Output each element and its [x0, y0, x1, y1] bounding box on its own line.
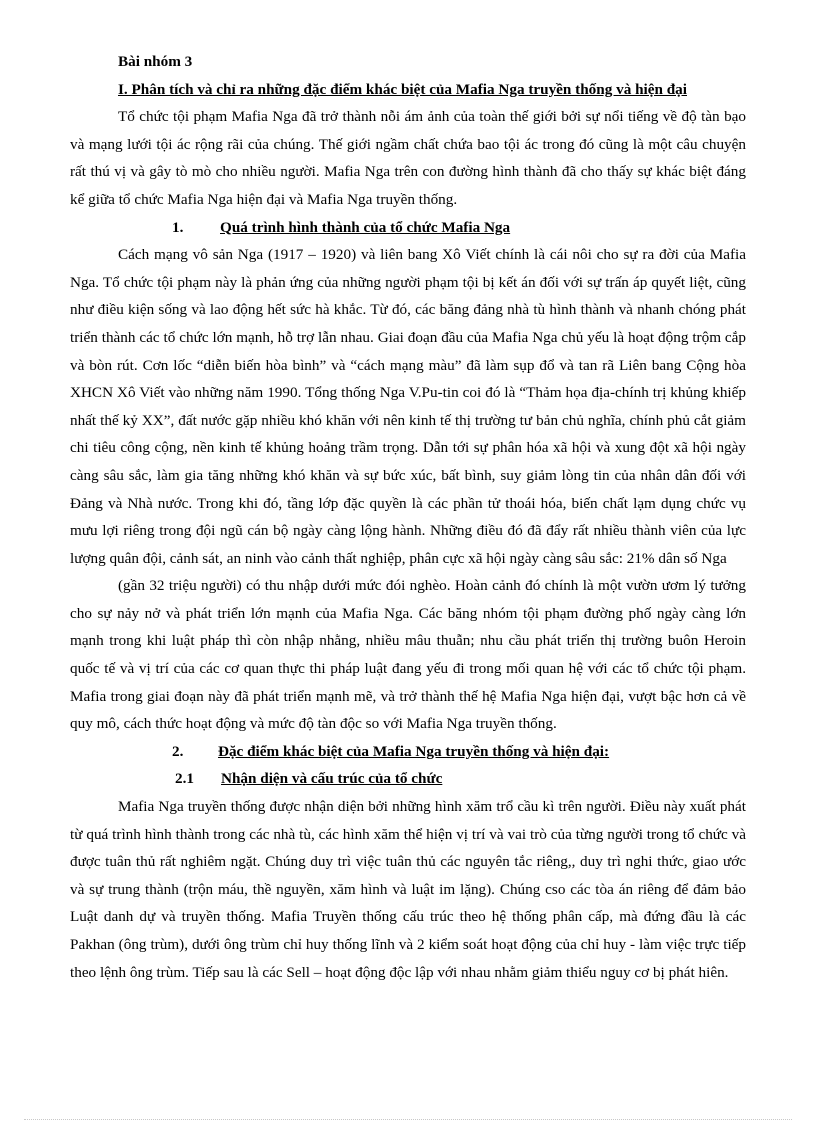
- heading-2-1-number: 2.1: [175, 770, 194, 788]
- heading-1-number: 1.: [172, 218, 184, 236]
- document-body: [70, 48, 746, 986]
- section-title: I. Phân tích và chỉ ra những đặc điểm khác biệt của Mafia Nga truyền thống và hiện đại: [118, 80, 687, 98]
- heading-1: [70, 214, 746, 242]
- heading-2-number: 2.: [172, 742, 184, 760]
- heading-2: [70, 738, 746, 766]
- heading-2-1-title: Nhận diện và cấu trúc của tổ chức: [221, 770, 443, 788]
- paragraph-formation-continued: (gần 32 triệu người) có thu nhập dưới mức đói nghèo. Hoàn cảnh đó chính là một vườn ươm lý tưởng cho sự nảy nở và phát triển lớn mạnh của Mafia Nga. Các băng nhóm tội phạm đường phố ngày càng lớn mạnh trong khi luật pháp thì còn nhập nhằng, nhiều mâu thuẫn; nhu cầu phát triển thị trường buôn Heroin quốc tế và vị trí của các cơ quan thực thi pháp luật đang yếu đi trong mối quan hệ với các tổ chức tội phạm. Mafia trong giai đoạn này đã phát triển mạnh mẽ, và trở thành thế hệ Mafia Nga hiện đại, vượt bậc hơn cả về quy mô, cách thức hoạt động và mức độ tàn độc so với Mafia Nga truyền thống.: [70, 577, 746, 733]
- heading-2-1: [70, 765, 746, 793]
- paragraph-formation: Cách mạng vô sản Nga (1917 – 1920) và liên bang Xô Viết chính là cái nôi cho sự ra đời của Mafia Nga. Tổ chức tội phạm này là phản ứng của những người phạm tội bị kết án đối với sự trấn áp quyết liệt, cũng như điều kiện sống và lao động hết sức hà khắc. Từ đó, các băng đảng nhà tù hình thành và nhanh chóng phát triển thành các tổ chức lớn mạnh, hỗ trợ lẫn nhau. Giai đoạn đầu của Mafia Nga chủ yếu là hoạt động trộm cắp và bòn rút. Cơn lốc “diễn biến hòa bình” và “cách mạng màu” đã làm sụp đổ và tan rã Liên bang Cộng hòa XHCN Xô Viết vào những năm 1990. Tổng thống Nga V.Pu-tin coi đó là “Thảm họa địa-chính trị khủng khiếp nhất thế kỷ XX”, đất nước gặp nhiều khó khăn với nên kinh tế thị trường tư bản chủ nghĩa, chính phủ cắt giảm chi tiêu công cộng, nền kinh tế khủng hoảng trầm trọng. Dẫn tới sự phân hóa xã hội và xung đột xã hội ngày càng sâu sắc, làm gia tăng những khó khăn và sự bức xúc, bất bình, suy giảm lòng tin của nhân dân đối với Đảng và Nhà nước. Trong khi đó, tầng lớp đặc quyền là các phần tử thoái hóa, biến chất lạm dụng chức vụ mưu lợi riêng trong đội ngũ cán bộ ngày càng lộng hành. Những điều đó đã đẩy rất nhiều thành viên của lực lượng quân đội, cảnh sát, an ninh vào cảnh thất nghiệp, phân cực xã hội ngày càng sâu sắc: 21% dân số Nga: [70, 246, 746, 567]
- page-bottom-rule: [24, 1119, 792, 1120]
- group-title: Bài nhóm 3: [118, 53, 193, 70]
- heading-2-title: Đặc điểm khác biệt của Mafia Nga truyền thống và hiện đại:: [218, 742, 610, 760]
- heading-1-title: Quá trình hình thành của tổ chức Mafia Nga: [220, 218, 511, 236]
- intro-paragraph: Tổ chức tội phạm Mafia Nga đã trở thành nỗi ám ảnh của toàn thế giới bởi sự nổi tiếng về độ tàn bạo và mạng lưới tội ác rộng rãi của chúng. Thế giới ngầm chất chứa bao tội ác trong đó cũng là một câu chuyện rất thú vị và gây tò mò cho nhiều người. Mafia Nga trên con đường hình thành đã cho thấy sự khác biệt đáng kể giữa tổ chức Mafia Nga hiện đại và Mafia Nga truyền thống.: [70, 108, 746, 208]
- paragraph-identification: Mafia Nga truyền thống được nhận diện bởi những hình xăm trổ cầu kì trên người. Điều này xuất phát từ quá trình hình thành trong các nhà tù, các hình xăm thể hiện vị trí và vai trò của từng người trong tổ chức và được tuân thủ rất nghiêm ngặt. Chúng duy trì việc tuân thủ các nguyên tắc riêng,, duy trì nghi thức, giao ước và sự trung thành (trộn máu, thề nguyền, xăm hình và luật im lặng). Chúng cso các tòa án riêng để đảm bảo Luật danh dự và truyền thống. Mafia Truyền thống cấu trúc theo hệ thống phân cấp, mà đứng đầu là các Pakhan (ông trùm), dưới ông trùm chỉ huy thống lĩnh và 2 kiểm soát hoạt động của chỉ huy - làm việc trực tiếp theo lệnh ông trùm. Tiếp sau là các Sell – hoạt động độc lập với nhau nhằm giảm thiểu nguy cơ bị phát hiên.: [70, 798, 746, 981]
